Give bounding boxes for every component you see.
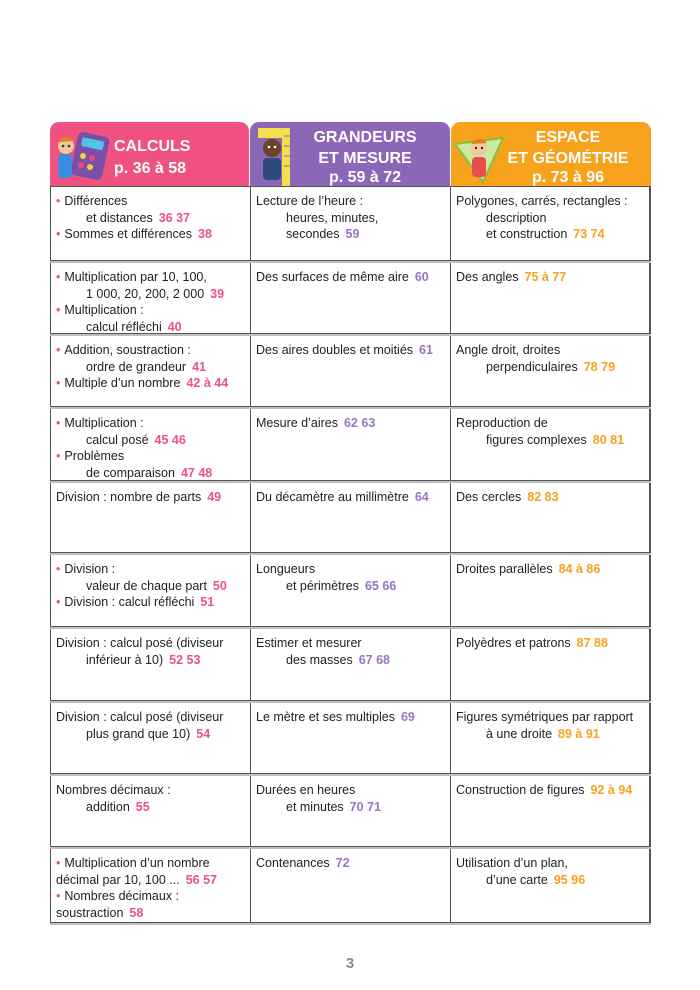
entry-text: Du décamètre au millimètre — [256, 490, 409, 504]
cell-espace — [451, 263, 650, 336]
cell-calculs — [51, 776, 251, 849]
entry-text: Multiplication : — [64, 416, 144, 430]
entry-line — [56, 872, 246, 889]
entry-text: plus grand que 10) — [86, 726, 191, 741]
page-ref[interactable]: 39 — [210, 286, 225, 301]
entry-text: Mesure d’aires — [256, 416, 338, 430]
entry-text: Multiplication par 10, 100, — [64, 270, 207, 284]
entry-text: calcul posé — [86, 432, 149, 447]
entry-text: décimal par 10, 100 ... — [56, 872, 180, 887]
entry-line — [256, 782, 446, 799]
header-espace-title: ESPACE ET GÉOMÉTRIE — [507, 129, 629, 167]
entry-text: Division : calcul posé (diviseur — [56, 710, 224, 724]
entry-line — [256, 193, 446, 210]
entry-text: Polygones, carrés, rectangles : — [456, 194, 628, 208]
entry-text: soustraction — [56, 905, 124, 920]
cell-grandeurs — [251, 629, 451, 703]
entry-text: Multiple d’un nombre — [64, 376, 181, 390]
entry-text: Nombres décimaux : — [56, 783, 171, 797]
entry-text: Division : nombre de parts — [56, 490, 202, 504]
entry-line — [56, 286, 246, 303]
entry-text: Des angles — [456, 270, 519, 284]
entry-line — [56, 888, 246, 905]
table-row — [50, 263, 651, 336]
table-row — [50, 336, 651, 409]
cell-espace — [451, 703, 650, 776]
entry-text: Le mètre et ses multiples — [256, 710, 395, 724]
entry-text: Des aires doubles et moitiés — [256, 343, 414, 357]
entry-line — [56, 210, 246, 227]
entry-text: 1 000, 20, 200, 2 000 — [86, 286, 205, 301]
cell-grandeurs — [251, 483, 451, 555]
page-ref[interactable]: 78 79 — [583, 359, 616, 374]
entry-line — [256, 799, 446, 816]
page-ref[interactable]: 41 — [192, 359, 206, 374]
entry-line — [56, 359, 246, 376]
cell-espace — [451, 336, 650, 409]
cell-grandeurs — [251, 703, 451, 776]
table-row — [50, 849, 651, 925]
entry-text: Addition, soustraction : — [64, 343, 191, 357]
entry-line — [56, 561, 246, 578]
cell-espace — [451, 187, 650, 263]
entry-line — [256, 342, 446, 359]
calculator-kid-icon — [52, 126, 112, 186]
cell-calculs — [51, 336, 251, 409]
page-ref[interactable]: 52 53 — [169, 652, 201, 667]
page-ref[interactable]: 64 — [414, 490, 429, 504]
page-ref[interactable]: 58 — [129, 905, 144, 920]
entry-line — [456, 432, 645, 449]
entry-line — [456, 415, 645, 432]
entry-text: d’une carte — [486, 872, 548, 887]
entry-text: Figures symétriques par rapport — [456, 710, 634, 724]
entry-text: et distances — [86, 210, 153, 225]
entry-text: ordre de grandeur — [86, 359, 187, 374]
entry-text: Division : calcul posé (diviseur — [56, 636, 224, 650]
page-ref[interactable]: 70 71 — [349, 799, 381, 814]
page-ref[interactable]: 69 — [400, 710, 415, 724]
cell-calculs — [51, 849, 251, 925]
entry-line — [456, 709, 645, 726]
cell-grandeurs — [251, 776, 451, 849]
entry-text: Division : — [64, 562, 116, 576]
cell-grandeurs — [251, 336, 451, 409]
page-ref[interactable]: 59 — [345, 227, 360, 241]
entry-text: Sommes et différences — [64, 227, 192, 241]
entry-line — [56, 432, 246, 449]
entry-line — [56, 342, 246, 359]
cell-espace — [451, 629, 650, 703]
table-row — [50, 555, 651, 629]
table-row — [50, 483, 651, 555]
entry-text: figures complexes — [486, 432, 587, 447]
entry-line — [256, 561, 446, 578]
table-row — [50, 776, 651, 849]
header-espace-pages: p. 73 à 96 — [531, 169, 605, 186]
page-ref[interactable]: 38 — [198, 227, 212, 241]
entry-line — [256, 652, 446, 669]
entry-text: Multiplication d’un nombre — [64, 856, 210, 870]
entry-text: Utilisation d’un plan, — [456, 856, 568, 870]
header-espace — [451, 122, 651, 186]
header-grandeurs — [250, 122, 450, 186]
entry-line — [256, 635, 446, 652]
header-calculs — [50, 122, 249, 186]
page-ref[interactable]: 55 — [135, 799, 150, 814]
cell-calculs — [51, 703, 251, 776]
entry-text: Contenances — [256, 856, 330, 870]
table-header — [50, 122, 651, 186]
header-grandeurs-pages: p. 59 à 72 — [328, 169, 402, 186]
entry-line — [456, 269, 645, 286]
cell-calculs — [51, 263, 251, 336]
entry-text: Nombres décimaux : — [64, 889, 180, 903]
entry-line — [256, 415, 446, 432]
entry-line — [56, 489, 246, 506]
entry-line — [456, 872, 645, 889]
entry-line — [56, 799, 246, 816]
entry-line — [56, 635, 246, 652]
page-ref[interactable]: 51 — [200, 595, 215, 609]
entry-text: et construction — [486, 227, 568, 241]
entry-text: calcul réfléchi — [86, 319, 162, 334]
entry-line — [56, 375, 246, 392]
entry-line — [56, 578, 246, 595]
cell-calculs — [51, 483, 251, 555]
entry-line — [456, 489, 645, 506]
cell-grandeurs — [251, 187, 451, 263]
entry-line — [56, 709, 246, 726]
table-row — [50, 629, 651, 703]
cell-espace — [451, 409, 650, 483]
entry-text: Durées en heures — [256, 783, 356, 797]
entry-text: inférieur à 10) — [86, 652, 164, 667]
page-ref[interactable]: 75 à 77 — [524, 270, 567, 284]
page-number: 3 — [345, 955, 355, 972]
cell-grandeurs — [251, 409, 451, 483]
entry-text: Reproduction de — [456, 416, 548, 430]
cell-grandeurs — [251, 849, 451, 925]
table-row — [50, 703, 651, 776]
entry-text: Problèmes — [64, 449, 125, 463]
table-body — [50, 186, 651, 925]
page-ref[interactable]: 40 — [167, 319, 182, 334]
cell-grandeurs — [251, 555, 451, 629]
entry-line — [56, 465, 246, 482]
entry-line — [456, 226, 645, 243]
page-ref[interactable]: 82 83 — [527, 490, 559, 504]
entry-text: Longueurs — [256, 562, 316, 576]
entry-line — [256, 855, 446, 872]
entry-line — [456, 210, 645, 227]
entry-text: Multiplication : — [64, 303, 144, 317]
entry-line — [456, 726, 645, 743]
page-ref[interactable]: 72 — [335, 856, 350, 870]
page-ref[interactable]: 62 63 — [343, 416, 376, 430]
geometry-kid-icon — [453, 124, 505, 186]
cell-calculs — [51, 555, 251, 629]
entry-line — [56, 193, 246, 210]
header-calculs-title: CALCULS — [114, 138, 191, 155]
cell-calculs — [51, 629, 251, 703]
entry-text: Division : calcul réfléchi — [64, 595, 195, 609]
entry-line — [456, 782, 645, 799]
page-ref[interactable]: 45 46 — [154, 432, 186, 447]
page-ref[interactable]: 65 66 — [364, 578, 397, 593]
entry-text: et périmètres — [286, 578, 359, 593]
row-divider — [50, 922, 651, 925]
entry-line — [56, 226, 246, 243]
entry-line — [456, 193, 645, 210]
cell-calculs — [51, 409, 251, 483]
entry-text: à une droite — [486, 726, 553, 741]
cell-espace — [451, 555, 650, 629]
entry-text: Des cercles — [456, 490, 522, 504]
entry-line — [56, 782, 246, 799]
entry-line — [56, 594, 246, 611]
entry-text: de comparaison — [86, 465, 175, 480]
cell-espace — [451, 483, 650, 555]
cell-espace — [451, 849, 650, 925]
entry-text: Lecture de l’heure : — [256, 194, 364, 208]
page-ref[interactable]: 50 — [212, 578, 227, 593]
entry-text: addition — [86, 799, 130, 814]
page-ref[interactable]: 89 à 91 — [558, 726, 600, 741]
page-ref[interactable]: 73 74 — [573, 227, 605, 241]
entry-text: perpendiculaires — [486, 359, 578, 374]
page-ref[interactable]: 36 37 — [158, 210, 190, 225]
entry-line — [56, 269, 246, 286]
entry-line — [456, 561, 645, 578]
entry-text: Polyèdres et patrons — [456, 636, 571, 650]
entry-line — [56, 448, 246, 465]
page-ref[interactable]: 49 — [207, 490, 222, 504]
entry-text: et minutes — [286, 799, 344, 814]
header-grandeurs-title: GRANDEURS ET MESURE — [313, 129, 417, 167]
page-ref[interactable]: 84 à 86 — [558, 562, 601, 576]
entry-line — [256, 489, 446, 506]
page-ref[interactable]: 56 57 — [185, 872, 217, 887]
page-ref[interactable]: 54 — [196, 726, 211, 741]
entry-text: heures, minutes, — [286, 210, 379, 225]
page-ref[interactable]: 67 68 — [358, 652, 390, 667]
entry-line — [56, 855, 246, 872]
entry-line — [56, 905, 246, 922]
page-ref[interactable]: 42 à 44 — [186, 376, 229, 390]
entry-line — [256, 226, 446, 243]
page-ref[interactable]: 92 à 94 — [590, 783, 633, 797]
table-row — [50, 409, 651, 483]
entry-text: Différences — [64, 194, 128, 208]
cell-espace — [451, 776, 650, 849]
entry-line — [456, 855, 645, 872]
entry-text: Construction de figures — [456, 783, 585, 797]
entry-line — [56, 415, 246, 432]
entry-line — [56, 302, 246, 319]
cell-grandeurs — [251, 263, 451, 336]
entry-text: des masses — [286, 652, 353, 667]
entry-line — [256, 709, 446, 726]
entry-line — [456, 635, 645, 652]
page-ref[interactable]: 61 — [419, 343, 433, 357]
entry-line — [456, 359, 645, 376]
entry-line — [456, 342, 645, 359]
header-calculs-pages: p. 36 à 58 — [114, 160, 187, 177]
entry-text: Des surfaces de même aire — [256, 270, 409, 284]
page-ref[interactable]: 60 — [414, 270, 429, 284]
entry-text: Angle droit, droites — [456, 343, 561, 357]
entry-text: description — [486, 210, 547, 225]
entry-line — [256, 578, 446, 595]
entry-line — [256, 269, 446, 286]
entry-text: valeur de chaque part — [86, 578, 207, 593]
page-ref[interactable]: 80 81 — [592, 432, 625, 447]
cell-calculs — [51, 187, 251, 263]
page-ref[interactable]: 95 96 — [553, 872, 586, 887]
page-ref[interactable]: 87 88 — [576, 636, 608, 650]
entry-text: Droites parallèles — [456, 562, 553, 576]
entry-line — [256, 210, 446, 227]
page-ref[interactable]: 47 48 — [180, 465, 213, 480]
table-row — [50, 186, 651, 263]
entry-line — [56, 726, 246, 743]
entry-line — [56, 652, 246, 669]
entry-text: secondes — [286, 227, 340, 241]
entry-text: Estimer et mesurer — [256, 636, 362, 650]
